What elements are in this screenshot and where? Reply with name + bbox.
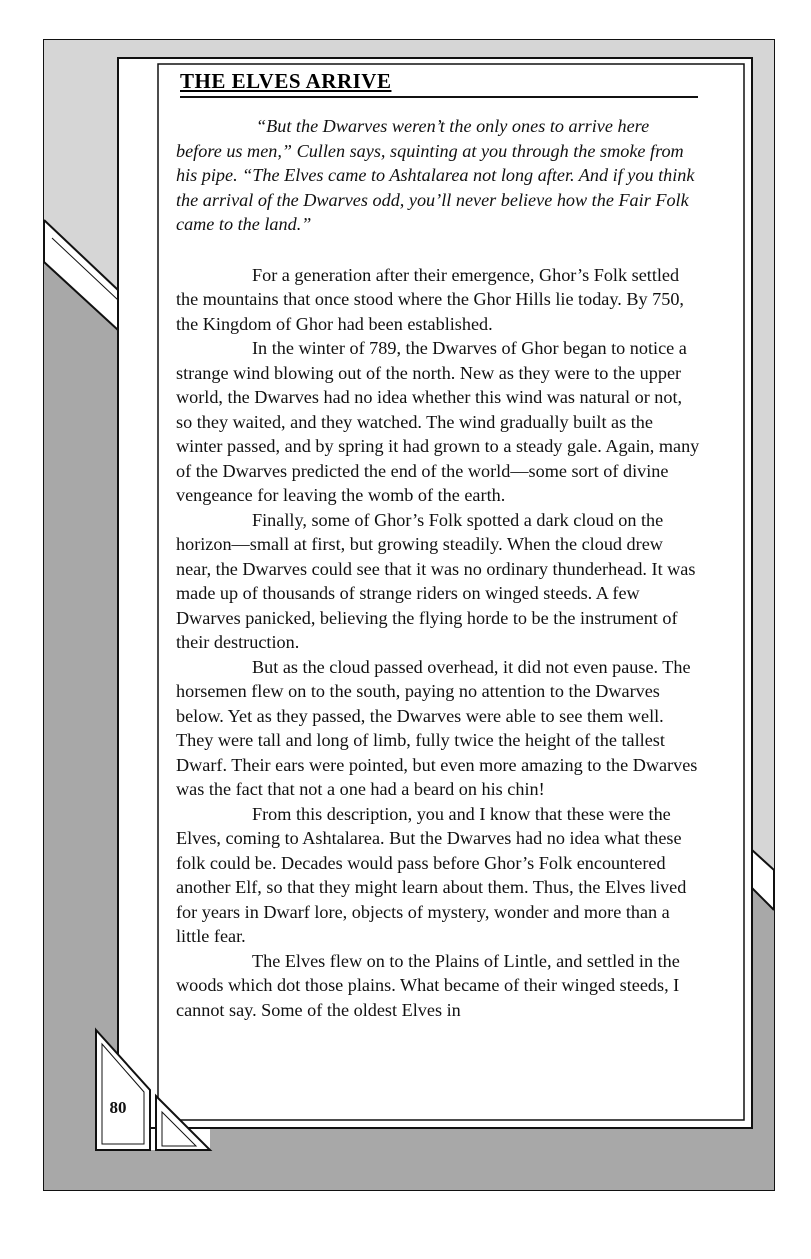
section-title: THE ELVES ARRIVE xyxy=(180,69,392,93)
paragraph: The Elves flew on to the Plains of Lintle, and settled in the woods which dot those plains. What became of their winged steeds, I cannot say. Some of the oldest Elves in xyxy=(176,950,680,1020)
paragraph: But as the cloud passed overhead, it did not even pause. The horsemen flew on to the south, paying no attention to the Dwarves below. Yet as they passed, the Dwarves were able to see them well. They were tall and long of limb, fully twice the height of the tallest Dwarf. Their ears were pointed, but even more amazing to the Dwarves was the fact that not a one had a beard on his chin! xyxy=(176,656,698,799)
paragraph: Finally, some of Ghor’s Folk spotted a dark cloud on the horizon—small at first, but growing steadily. When the cloud drew near, the Dwarves could see that it was no ordinary thunderhead. It was made up of thousands of strange riders on winged steeds. A few Dwarves panicked, believing the flying horde to be the instrument of their destruction. xyxy=(176,509,696,652)
paragraph: For a generation after their emergence, Ghor’s Folk settled the mountains that once stood where the Ghor Hills lie today. By 750, the Kingdom of Ghor had been established. xyxy=(176,264,684,334)
page-content xyxy=(174,64,702,1104)
intro-quote: “But the Dwarves weren’t the only ones to arrive here before us men,” Cullen says, squinting at you through the smoke from his pipe. “The Elves came to Ashtalarea not long after. And if you think the arrival of the Dwarves odd, you’ll never believe how the Fair Folk came to the land.” xyxy=(176,116,695,234)
paragraph: From this description, you and I know that these were the Elves, coming to Ashtalarea. But the Dwarves had no idea what these folk could be. Decades would pass before Ghor’s Folk encountered another Elf, so that they might learn about them. Thus, the Elves lived for years in Dwarf lore, objects of mystery, wonder and more than a little fear. xyxy=(176,803,687,946)
title-rule xyxy=(180,96,698,98)
body-text xyxy=(174,263,702,1023)
page-number: 80 xyxy=(109,1098,127,1117)
right-light-band xyxy=(752,58,774,870)
paragraph: In the winter of 789, the Dwarves of Ghor began to notice a strange wind blowing out of the north. New as they were to the upper world, the Dwarves had no idea whether this wind was natural or not, so they waited, and they watched. The wind gradually built as the winter passed, and by spring it had grown to a steady gale. Again, many of the Dwarves predicted the end of the world—some sort of divine vengeance for leaving the womb of the earth. xyxy=(176,338,700,505)
left-gray-band xyxy=(44,262,118,1100)
